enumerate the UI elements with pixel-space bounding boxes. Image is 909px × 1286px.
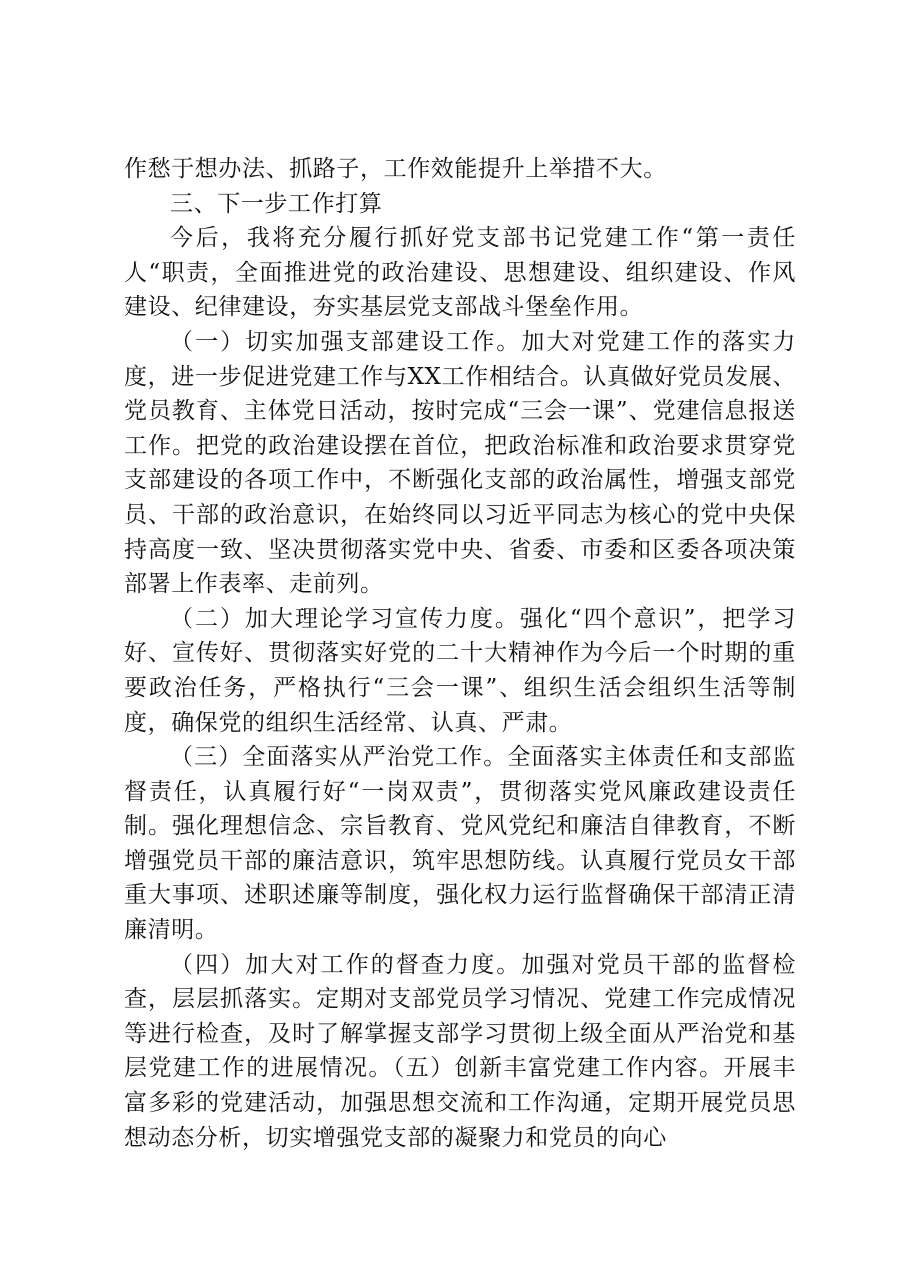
paragraph-item-3: （三）全面落实从严治党工作。全面落实主体责任和支部监督责任，认真履行好“一岗双责”，贯彻落实党风廉政建设责任制。强化理想信念、宗旨教育、党风党纪和廉洁自律教育，不断增强党员干部的廉洁意识，筑牢思想防线。认真履行党员女干部重大事项、述职述廉等制度，强化权力运行监督确保干部清正清廉清明。: [124, 744, 796, 944]
continuation-line: 作愁于想办法、抓路子，工作效能提升上举措不大。: [124, 156, 667, 182]
document-body: [124, 152, 796, 1155]
paragraph-item-2: （二）加大理论学习宣传力度。强化“四个意识”，把学习好、宣传好、贯彻落实好党的二十大精神作为今后一个时期的重要政治任务，严格执行“三会一课”、组织生活会组织生活等制度，确保党的组织生活经常、认真、严肃。: [124, 605, 796, 736]
paragraph-item-4: （四）加大对工作的督查力度。加强对党员干部的监督检查，层层抓落实。定期对支部党员学习情况、党建工作完成情况等进行检查，及时了解掌握支部学习贯彻上级全面从严治党和基层党建工作的进展情况。（五）创新丰富党建工作内容。开展丰富多彩的党建活动，加强思想交流和工作沟通，定期开展党员思想动态分析，切实增强党支部的凝聚力和党员的向心: [124, 951, 796, 1151]
section-heading: 三、下一步工作打算: [170, 190, 383, 217]
paragraph-intro: 今后，我将充分履行抓好党支部书记党建工作“第一责任人“职责，全面推进党的政治建设、思想建设、组织建设、作风建设、纪律建设，夯实基层党支部战斗堡垒作用。: [124, 225, 796, 321]
paragraph-item-1: （一）切实加强支部建设工作。加大对党建工作的落实力度，进一步促进党建工作与XX工作相结合。认真做好党员发展、党员教育、主体党日活动，按时完成“三会一课”、党建信息报送工作。把党的政治建设摆在首位，把政治标准和政治要求贯穿党支部建设的各项工作中，不断强化支部的政治属性，增强支部党员、干部的政治意识，在始终同以习近平同志为核心的党中央保持高度一致、坚决贯彻落实党中央、省委、市委和区委各项决策部署上作表率、走前列。: [124, 328, 796, 598]
